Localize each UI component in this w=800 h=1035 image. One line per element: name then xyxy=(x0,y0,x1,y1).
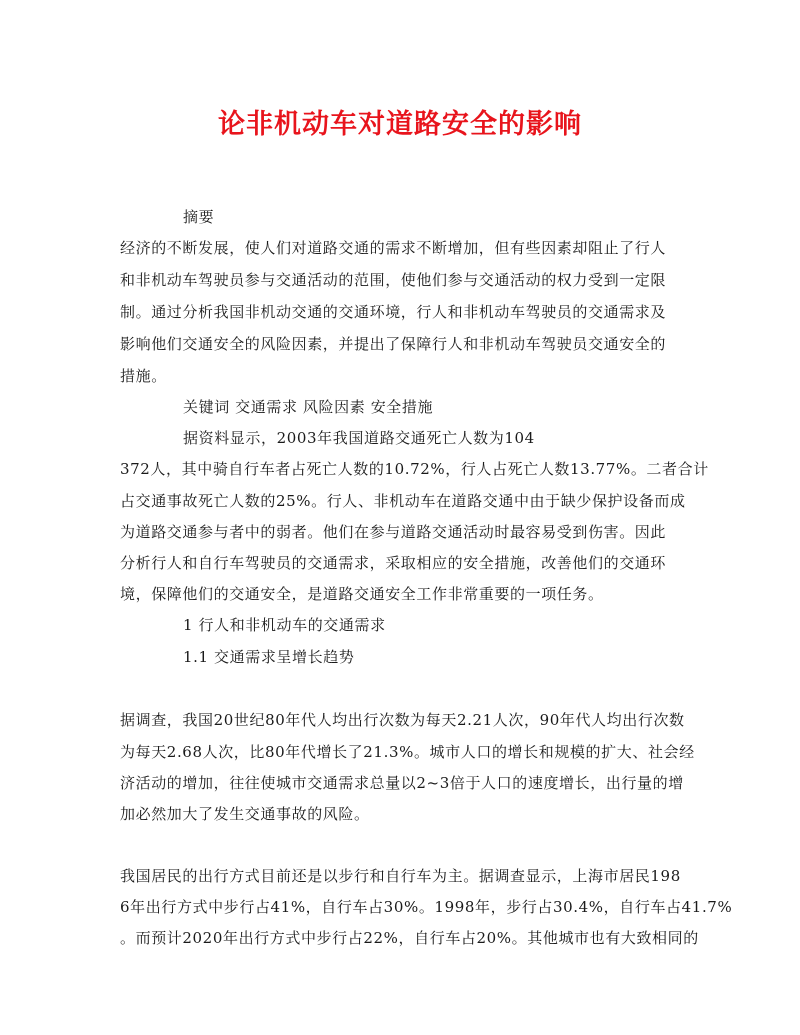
paragraph-line: 据调查，我国20世纪80年代人均出行次数为每天2.21人次，90年代人均出行次数 xyxy=(120,711,685,729)
abstract-line: 经济的不断发展，使人们对道路交通的需求不断增加，但有些因素却阻止了行人 xyxy=(120,239,667,257)
abstract-line: 和非机动车驾驶员参与交通活动的范围，使他们参与交通活动的权力受到一定限 xyxy=(120,271,667,289)
intro-first-line: 据资料显示，2003年我国道路交通死亡人数为104 xyxy=(183,429,535,447)
keywords-line: 关键词 交通需求 风险因素 安全措施 xyxy=(183,398,434,416)
paragraph-line: 加必然加大了发生交通事故的风险。 xyxy=(120,805,370,823)
section-heading: 1 行人和非机动车的交通需求 xyxy=(183,616,386,634)
intro-line: 分析行人和自行车驾驶员的交通需求，采取相应的安全措施，改善他们的交通环 xyxy=(120,554,667,572)
document-title: 论非机动车对道路安全的影响 xyxy=(218,109,582,140)
paragraph-line: 为每天2.68人次，比80年代增长了21.3%。城市人口的增长和规模的扩大、社会经 xyxy=(120,743,695,761)
intro-line: 境，保障他们的交通安全，是道路交通安全工作非常重要的一项任务。 xyxy=(120,585,604,603)
paragraph-line: 6年出行方式中步行占41%，自行车占30%。1998年，步行占30.4%，自行车占41.7% xyxy=(120,898,733,916)
paragraph-line: 济活动的增加，往往使城市交通需求总量以2~3倍于人口的速度增长，出行量的增 xyxy=(120,774,684,792)
abstract-heading: 摘要 xyxy=(183,208,215,226)
intro-line: 372人，其中骑自行车者占死亡人数的10.72%，行人占死亡人数13.77%。二者合计 xyxy=(120,460,709,478)
intro-line: 为道路交通参与者中的弱者。他们在参与道路交通活动时最容易受到伤害。因此 xyxy=(120,523,667,541)
subsection-heading: 1.1 交通需求呈增长趋势 xyxy=(183,648,355,666)
paragraph-line: 。而预计2020年出行方式中步行占22%，自行车占20%。其他城市也有大致相同的 xyxy=(120,929,699,947)
intro-line: 占交通事故死亡人数的25%。行人、非机动车在道路交通中由于缺少保护设备而成 xyxy=(120,492,686,510)
abstract-line: 制。通过分析我国非机动交通的交通环境，行人和非机动车驾驶员的交通需求及 xyxy=(120,303,667,321)
abstract-line: 影响他们交通安全的风险因素，并提出了保障行人和非机动车驾驶员交通安全的 xyxy=(120,335,667,353)
abstract-line: 措施。 xyxy=(120,367,167,385)
paragraph-line: 我国居民的出行方式目前还是以步行和自行车为主。据调查显示，上海市居民198 xyxy=(120,867,681,885)
